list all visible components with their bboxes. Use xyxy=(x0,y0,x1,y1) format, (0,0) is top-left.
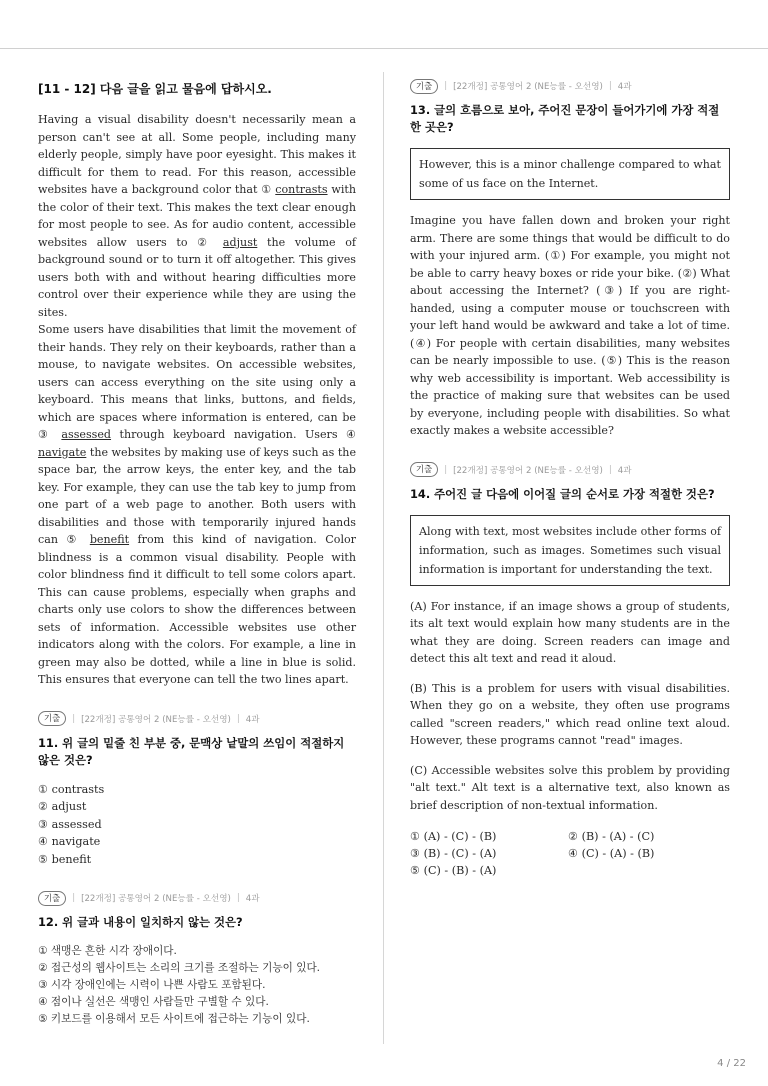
given-text-box: Along with text, most websites include other forms of information, such as images. Sometimes such visual information is important for understanding the text. xyxy=(410,515,730,586)
answer-option[interactable]: ① contrasts xyxy=(38,782,105,796)
answer-option[interactable]: ③ assessed xyxy=(38,817,102,831)
question-title: 14. 주어진 글 다음에 이어질 글의 순서로 가장 적절한 것은? xyxy=(410,486,715,501)
paragraph-a: (A) For instance, if an image shows a group of students, its alt text would explain how many students are in the what they are doing. Screen readers can image and detect this alt text and read it aloud. xyxy=(410,599,730,665)
source-unit: 4과 xyxy=(245,894,260,904)
source-line xyxy=(410,78,730,94)
source-separator: | xyxy=(444,81,448,91)
right-column xyxy=(410,78,730,879)
source-line xyxy=(410,462,730,478)
paragraph-c: (C) Accessible websites solve this problem by providing "alt text." Alt text is a alternative text, also known as brief description of non-textual information. xyxy=(410,763,730,812)
column-divider xyxy=(383,72,384,1044)
answer-option[interactable]: ② adjust xyxy=(38,800,87,813)
question-13 xyxy=(410,78,730,440)
header-divider xyxy=(0,48,768,49)
answer-options xyxy=(410,828,730,879)
answer-option[interactable]: ③ (B) - (C) - (A) xyxy=(410,847,497,860)
source-line xyxy=(38,711,356,727)
answer-option[interactable]: ④ navigate xyxy=(38,835,101,848)
source-separator: | xyxy=(608,81,612,91)
source-separator: | xyxy=(236,893,240,903)
question-11 xyxy=(38,711,356,869)
underlined-word-assessed: assessed xyxy=(61,428,112,441)
left-column xyxy=(38,80,356,1028)
paragraph-b: (B) This is a problem for users with visual disabilities. When they go on a website, they often use programs called "screen readers," which read online text aloud. However, these programs cannot "read" images. xyxy=(410,681,730,747)
answer-option[interactable]: ③ 시각 장애인에는 시력이 나쁜 사람도 포함된다. xyxy=(38,979,266,991)
question-12 xyxy=(38,890,356,1028)
passage-paragraph-1: Having a visual disability doesn't necessarily mean a person can't see at all. Some people, including many elderly people, simply have poor eyesight. This makes it difficult for them to read. For this reason, accessible websites have a background color that ① contrasts with the color of their text. This makes the text clear enough for most people to see. As for audio content, accessible websites allow users to ② adjust the volume of background sound or to turn it off altogether. This gives users both with and without hearing difficulties more control over their experience while they are using the sites. xyxy=(38,113,356,319)
underlined-word-contrasts: contrasts xyxy=(275,183,328,196)
answer-option[interactable]: ④ 점이나 실선은 색맹인 사람들만 구별할 수 있다. xyxy=(38,996,269,1008)
source-badge: 기출 xyxy=(38,711,66,726)
source-unit: 4과 xyxy=(617,465,632,476)
question-14 xyxy=(410,462,730,880)
underlined-word-benefit: benefit xyxy=(89,533,130,546)
question-title: 13. 글의 흐름으로 보아, 주어진 문장이 들어가기에 가장 적절한 곳은? xyxy=(410,103,720,134)
source-badge: 기출 xyxy=(38,891,66,906)
answer-option[interactable]: ⑤ benefit xyxy=(38,852,92,866)
question-title: 12. 위 글과 내용이 일치하지 않는 것은? xyxy=(38,915,243,929)
source-separator: | xyxy=(608,464,612,475)
source-text: [22개정] 공통영어 2 (NE능률 - 오선영) xyxy=(81,894,231,904)
answer-option[interactable]: ④ (C) - (A) - (B) xyxy=(568,847,655,860)
answer-option[interactable]: ② (B) - (A) - (C) xyxy=(568,830,655,843)
answer-option[interactable]: ② 접근성의 웹사이트는 소리의 크기를 조절하는 기능이 있다. xyxy=(38,962,321,974)
source-text: [22개정] 공통영어 2 (NE능률 - 오선영) xyxy=(453,465,603,476)
source-separator: | xyxy=(236,713,240,724)
passage-paragraph-2: Some users have disabilities that limit the movement of their hands. They rely on their keyboards, rather than a mouse, to navigate websites. On accessible websites, users can access everything on the site using only a keyboard. This means that links, buttons, and fields, which are spaces where information is entered, can be ③ assessed through keyboard navigation. Users ④ navigate the websites by making use of keys such as the space bar, the arrow keys, the enter key, and the tab key. For example, they can use the tab key to jump from one part of a web page to another. Both users with disabilities and those with temporarily injured hands can ⑤ benefit from this kind of navigation. Color blindness is a common visual disability. People with color blindness find it difficult to tell some colors apart. This can cause problems, especially when graphs and charts only use colors to show the differences between sets of information. Accessible websites use other indicators along with the colors. For example, a line in green may also be dotted, while a line in blue is solid. This ensures that everyone can tell the two lines apart. xyxy=(38,323,357,686)
reading-passage xyxy=(38,111,356,689)
page-number: 4 / 22 xyxy=(717,1058,746,1069)
question-passage: Imagine you have fallen down and broken your right arm. There are some things that would be difficult to do with your injured arm. (①) For example, you might not be able to carry heavy boxes or ride your bike. (②) What about accessing the Internet? (③) If you are right-handed, using a computer mouse or touchscreen with your left hand would be awkward and take a lot of time. (④) For people with certain disabilities, many websites can be nearly impossible to use. (⑤) This is the reason why web accessibility is important. Web accessibility is the practice of making sure that websites can be used by everyone, including people with disabilities. So what exactly makes a website accessible? xyxy=(410,214,730,437)
answer-option[interactable]: ⑤ 키보드를 이용해서 모든 사이트에 접근하는 기능이 있다. xyxy=(38,1013,310,1025)
underlined-word-navigate: navigate xyxy=(38,445,87,459)
source-separator: | xyxy=(72,893,76,903)
given-sentence-box: However, this is a minor challenge compared to what some of us face on the Internet. xyxy=(410,148,730,200)
source-text: [22개정] 공통영어 2 (NE능률 - 오선영) xyxy=(81,714,231,725)
source-separator: | xyxy=(72,713,76,724)
source-unit: 4과 xyxy=(245,714,260,725)
question-title: 11. 위 글의 밑줄 친 부분 중, 문맥상 낱말의 쓰임이 적절하지 않은 것은? xyxy=(38,735,345,767)
source-badge: 기출 xyxy=(410,462,438,477)
source-line xyxy=(38,890,356,906)
answer-options xyxy=(38,943,356,1028)
answer-options xyxy=(38,781,356,869)
source-text: [22개정] 공통영어 2 (NE능률 - 오선영) xyxy=(453,82,603,92)
source-separator: | xyxy=(444,464,448,475)
answer-option[interactable]: ① (A) - (C) - (B) xyxy=(410,830,497,843)
underlined-word-adjust: adjust xyxy=(222,235,258,249)
source-unit: 4과 xyxy=(617,82,632,92)
answer-option[interactable]: ① 색맹은 흔한 시각 장애이다. xyxy=(38,945,177,957)
source-badge: 기출 xyxy=(410,79,438,94)
section-title: [11 - 12] 다음 글을 읽고 물음에 답하시오. xyxy=(38,82,272,96)
answer-option[interactable]: ⑤ (C) - (B) - (A) xyxy=(410,864,497,877)
